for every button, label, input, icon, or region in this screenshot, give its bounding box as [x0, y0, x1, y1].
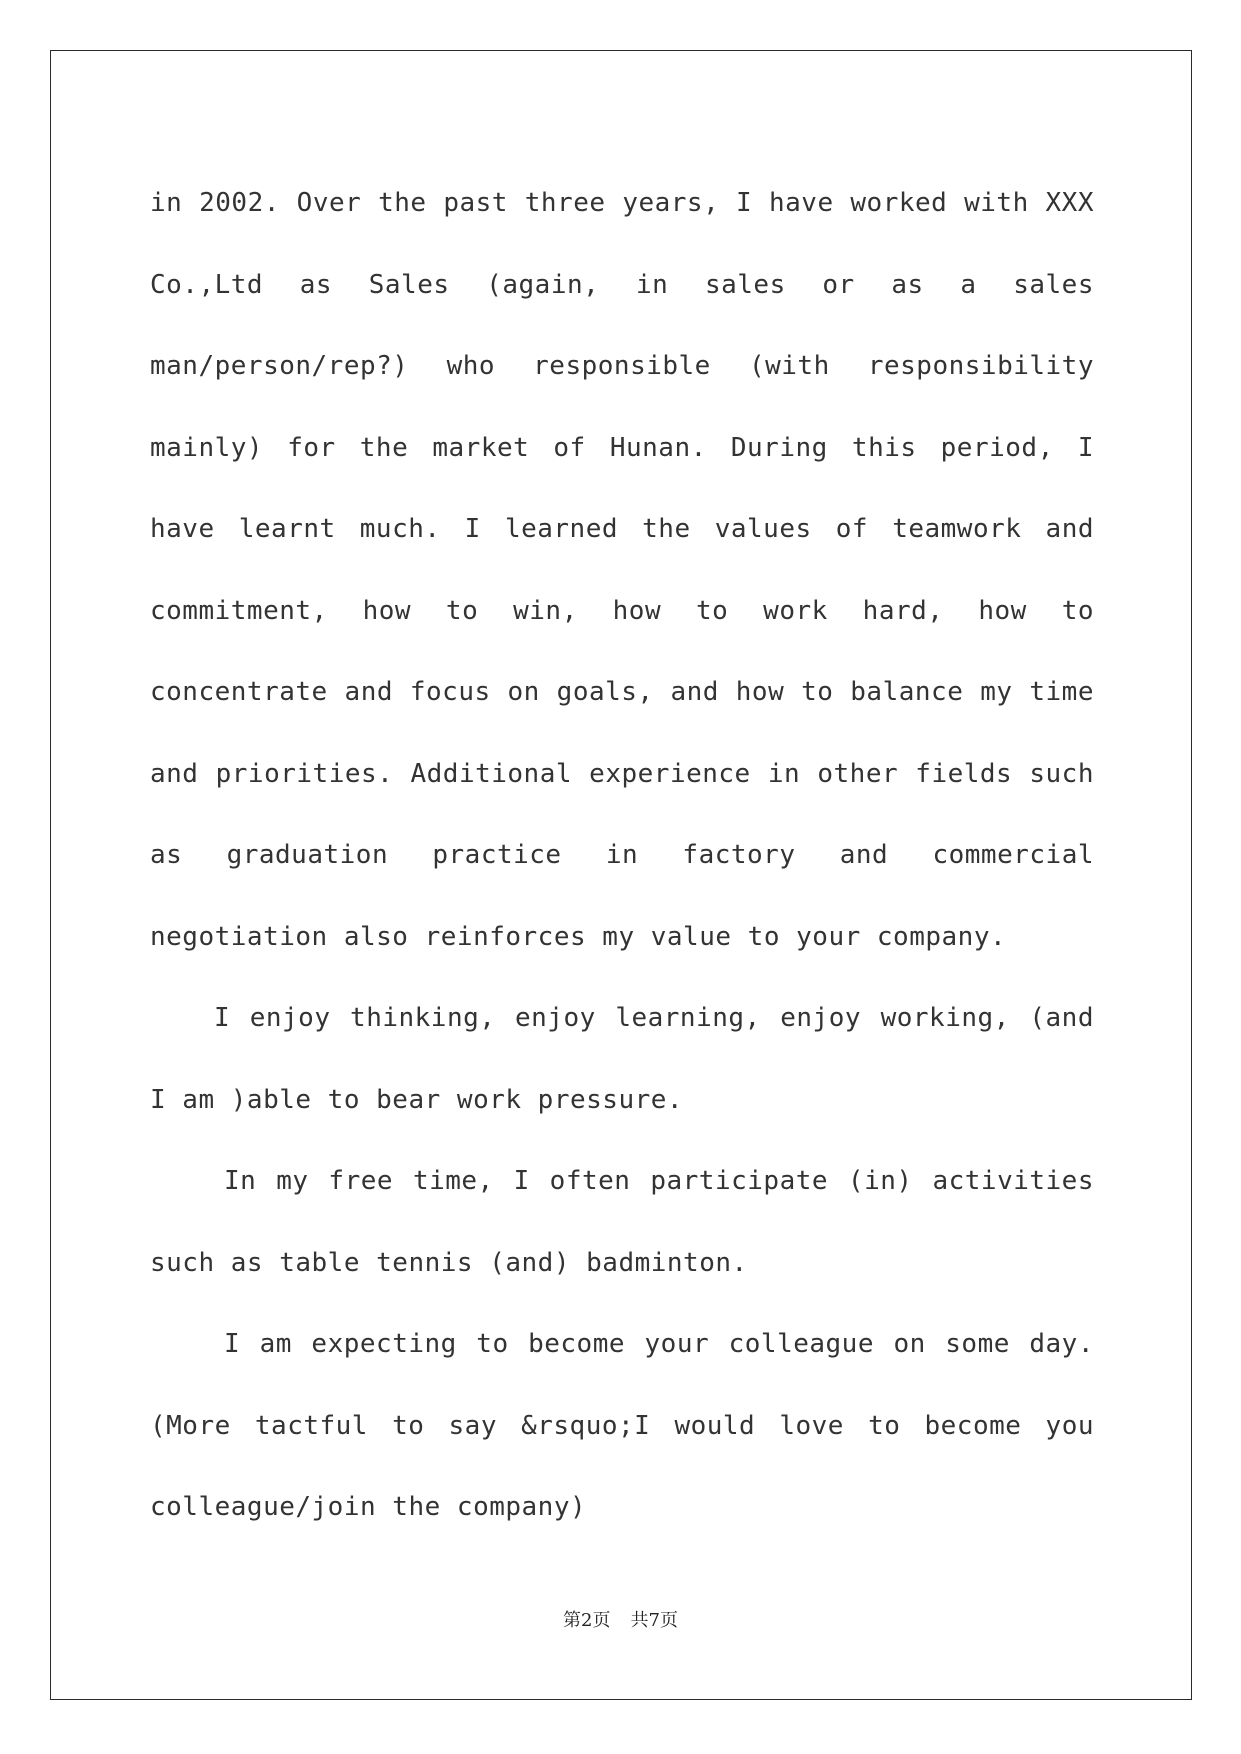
paragraph-experience: in 2002. Over the past three years, I have worked with XXX Co.,Ltd as Sales (again, in sales or as a sales man/person/rep?) who responsible (with responsibility mainly) for the market of Hunan. During this period, I have learnt much. I learned the values of teamwork and commitment, how to win, how to work hard, how to concentrate and focus on goals, and how to balance my time and priorities. Additional experience in other fields such as graduation practice in factory and commercial negotiation also reinforces my value to your company. — [150, 188, 1094, 952]
paragraph-closing: I am expecting to become your colleague on some day. (More tactful to say &rsquo;I would love to become you colleague/join the company) — [150, 1329, 1094, 1522]
page-footer — [0, 1606, 1241, 1632]
page-total: 共7页 — [630, 1610, 678, 1631]
paragraph-personality: I enjoy thinking, enjoy learning, enjoy working, (and I am )able to bear work pressure. — [150, 1003, 1094, 1115]
document-body — [150, 163, 1094, 1549]
page-number: 第2页 — [563, 1610, 611, 1631]
paragraph-hobbies: In my free time, I often participate (in) activities such as table tennis (and) badminton. — [150, 1166, 1094, 1278]
